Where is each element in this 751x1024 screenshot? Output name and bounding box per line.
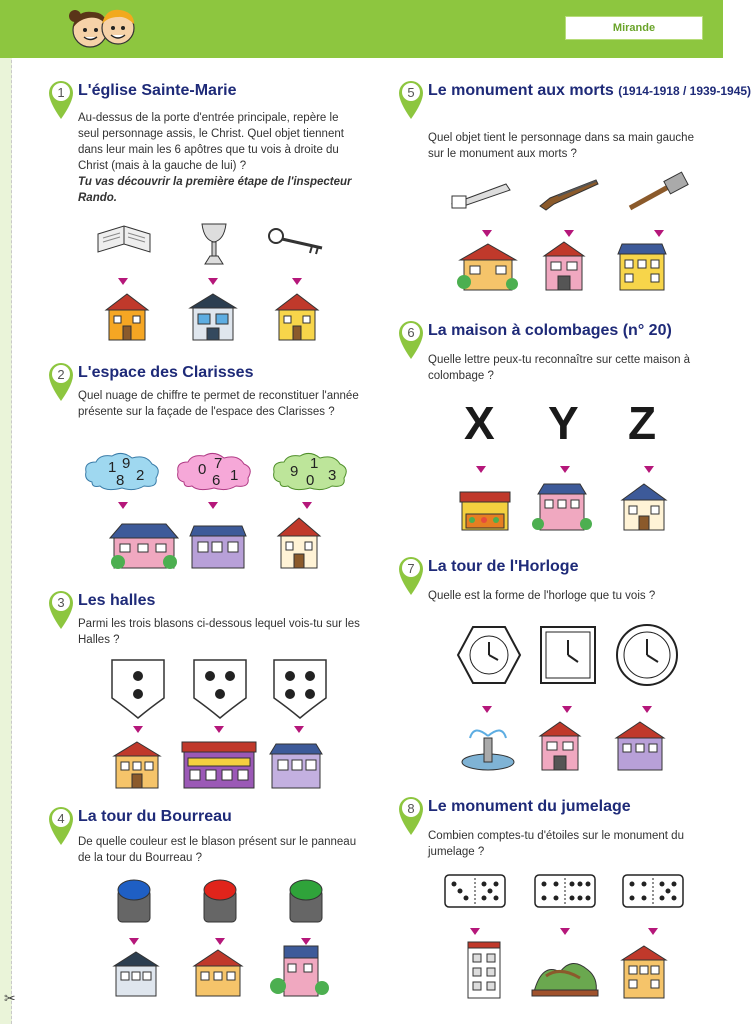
section-title: L'espace des Clarisses <box>78 364 254 381</box>
question-text: Au-dessus de la porte d'entrée principale, repère le seul personnage assis, le Christ. Quel objet tiennent dans leur main les 6 apôtres que tu vois à droite du Christ (mais à la gauche de lui) ? <box>78 112 344 172</box>
number-cloud-1[interactable] <box>82 452 162 492</box>
house-icon <box>532 480 592 532</box>
domino-4-5-icon[interactable] <box>622 874 684 908</box>
house-icon <box>614 720 666 772</box>
number-cloud-3[interactable] <box>270 452 354 492</box>
house-icon <box>112 950 160 998</box>
section-description: Quelle lettre peux-tu reconnaître sur cette maison à colombage ? <box>428 354 691 382</box>
shield-three-dots-icon[interactable] <box>192 658 248 720</box>
section-title: La maison à colombages (n° 20) <box>428 322 672 339</box>
cloud-digit: 1 <box>108 459 117 476</box>
choice-arrow <box>654 230 664 237</box>
domino-3-5-icon[interactable] <box>444 874 506 908</box>
section-title: La tour de l'Horloge <box>428 558 579 575</box>
house-icon <box>180 740 258 790</box>
circle-clock-icon[interactable] <box>614 622 680 688</box>
house-icon <box>108 518 180 572</box>
choice-arrow <box>562 706 572 713</box>
location-pin-icon <box>398 80 424 120</box>
cloud-digit: 9 <box>122 455 131 472</box>
section-5 <box>398 80 751 300</box>
section-number: 2 <box>57 367 65 382</box>
house-icon <box>112 740 162 790</box>
blue-paint-pot-icon[interactable] <box>114 874 154 926</box>
house-icon <box>270 944 330 998</box>
house-icon <box>268 740 324 790</box>
section-description: Quelle est la forme de l'horloge que tu vois ? <box>428 590 656 602</box>
section-number: 6 <box>407 325 415 340</box>
location-pin-icon <box>398 796 424 836</box>
cloud-digit: 9 <box>290 463 299 480</box>
cloud-digit: 6 <box>212 472 221 489</box>
choice-arrow <box>560 466 570 473</box>
section-1 <box>48 80 368 350</box>
section-3 <box>48 590 368 795</box>
shield-four-dots-icon[interactable] <box>272 658 328 720</box>
cloud-digit: 2 <box>136 467 145 484</box>
choice-arrow <box>642 706 652 713</box>
hexagon-clock-icon[interactable] <box>456 624 522 686</box>
choice-arrow <box>470 928 480 935</box>
location-pin-icon <box>48 80 74 120</box>
house-icon <box>188 292 238 342</box>
choice-arrow <box>482 230 492 237</box>
choice-arrow <box>302 502 312 509</box>
red-paint-pot-icon[interactable] <box>200 874 240 926</box>
section-number: 8 <box>407 801 415 816</box>
letter-y[interactable]: Y <box>548 397 579 449</box>
rifle-icon[interactable] <box>538 176 602 212</box>
choice-arrow <box>644 466 654 473</box>
choice-arrow <box>476 466 486 473</box>
cut-margin <box>0 0 12 1024</box>
house-icon <box>538 720 582 772</box>
section-number: 4 <box>57 811 65 826</box>
house-icon <box>616 240 668 294</box>
page-header <box>0 0 723 58</box>
town-label: Mirande <box>565 16 703 40</box>
section-description: De quelle couleur est le blason présent sur le panneau de la tour du Bourreau ? <box>78 836 357 864</box>
house-icon <box>620 482 668 532</box>
choice-arrow <box>560 928 570 935</box>
garden-icon <box>530 952 600 998</box>
choice-arrow <box>564 230 574 237</box>
kids-mascot-icon <box>66 4 142 52</box>
section-8 <box>398 796 708 1006</box>
section-title: Le monument du jumelage <box>428 798 631 815</box>
section-description: Quel objet tient le personnage dans sa main gauche sur le monument aux morts ? <box>428 132 694 160</box>
house-icon <box>104 292 150 342</box>
house-icon <box>188 522 248 572</box>
location-pin-icon <box>48 590 74 630</box>
section-description: Parmi les trois blasons ci-dessous lequel vois-tu sur les Halles ? <box>78 618 360 646</box>
choice-arrow <box>292 278 302 285</box>
chalice-icon <box>196 220 232 270</box>
house-icon <box>458 242 518 294</box>
location-pin-icon <box>48 806 74 846</box>
cloud-digit: 8 <box>116 472 125 489</box>
square-clock-icon[interactable] <box>538 624 598 686</box>
cloud-digit: 3 <box>328 467 337 484</box>
choice-arrow <box>208 502 218 509</box>
choice-arrow <box>118 278 128 285</box>
domino-4-6-icon[interactable] <box>534 874 596 908</box>
question-note: Tu vas découvrir la première étape de l'inspecteur Rando. <box>78 176 352 204</box>
house-icon <box>542 240 586 294</box>
location-pin-icon <box>48 362 74 402</box>
section-number: 7 <box>407 561 415 576</box>
choice-arrow <box>133 726 143 733</box>
section-number: 5 <box>407 85 415 100</box>
section-title: Les halles <box>78 592 156 609</box>
section-7 <box>398 556 708 786</box>
choice-arrow <box>648 928 658 935</box>
cloud-digit: 0 <box>306 472 315 489</box>
section-4 <box>48 806 368 1006</box>
shield-two-dots-icon[interactable] <box>110 658 166 720</box>
choice-arrow <box>294 726 304 733</box>
letter-x[interactable]: X <box>464 397 495 449</box>
hammer-icon[interactable] <box>624 174 690 214</box>
cloud-digit: 7 <box>214 455 223 472</box>
letter-z[interactable]: Z <box>628 397 657 449</box>
section-title: La tour du Bourreau <box>78 808 232 825</box>
section-title-text: Le monument aux morts <box>428 82 614 99</box>
location-pin-icon <box>398 556 424 596</box>
choice-arrow <box>215 938 225 945</box>
number-cloud-2[interactable] <box>174 452 258 492</box>
section-6 <box>398 320 708 540</box>
house-icon <box>274 292 320 342</box>
choice-arrow <box>129 938 139 945</box>
saw-icon[interactable] <box>450 180 516 210</box>
choice-arrow <box>482 706 492 713</box>
key-icon <box>266 226 328 256</box>
house-icon <box>192 948 244 998</box>
section-2 <box>48 362 368 584</box>
book-icon <box>94 222 154 258</box>
choice-arrow <box>214 726 224 733</box>
choice-arrow <box>208 278 218 285</box>
choice-arrow <box>118 502 128 509</box>
scissors-icon: ✂ <box>4 990 16 1006</box>
cloud-digit: 1 <box>310 455 319 472</box>
section-description <box>78 110 360 206</box>
house-icon <box>620 944 668 1000</box>
building-icon <box>464 940 504 1000</box>
cloud-digit: 1 <box>230 467 239 484</box>
location-pin-icon <box>398 320 424 360</box>
cloud-digit: 0 <box>198 461 207 478</box>
section-description: Quel nuage de chiffre te permet de reconstituer l'année présente sur la façade de l'espace des Clarisses ? <box>78 390 359 418</box>
section-number: 1 <box>57 85 65 100</box>
green-paint-pot-icon[interactable] <box>286 874 326 926</box>
section-title <box>428 82 751 100</box>
section-description: Combien comptes-tu d'étoiles sur le monument du jumelage ? <box>428 830 684 858</box>
market-stall-icon <box>458 490 512 532</box>
house-icon <box>276 516 322 572</box>
fountain-icon <box>460 720 516 772</box>
section-title: L'église Sainte-Marie <box>78 82 237 99</box>
section-title-dates: (1914-1918 / 1939-1945) <box>618 84 751 98</box>
section-number: 3 <box>57 595 65 610</box>
